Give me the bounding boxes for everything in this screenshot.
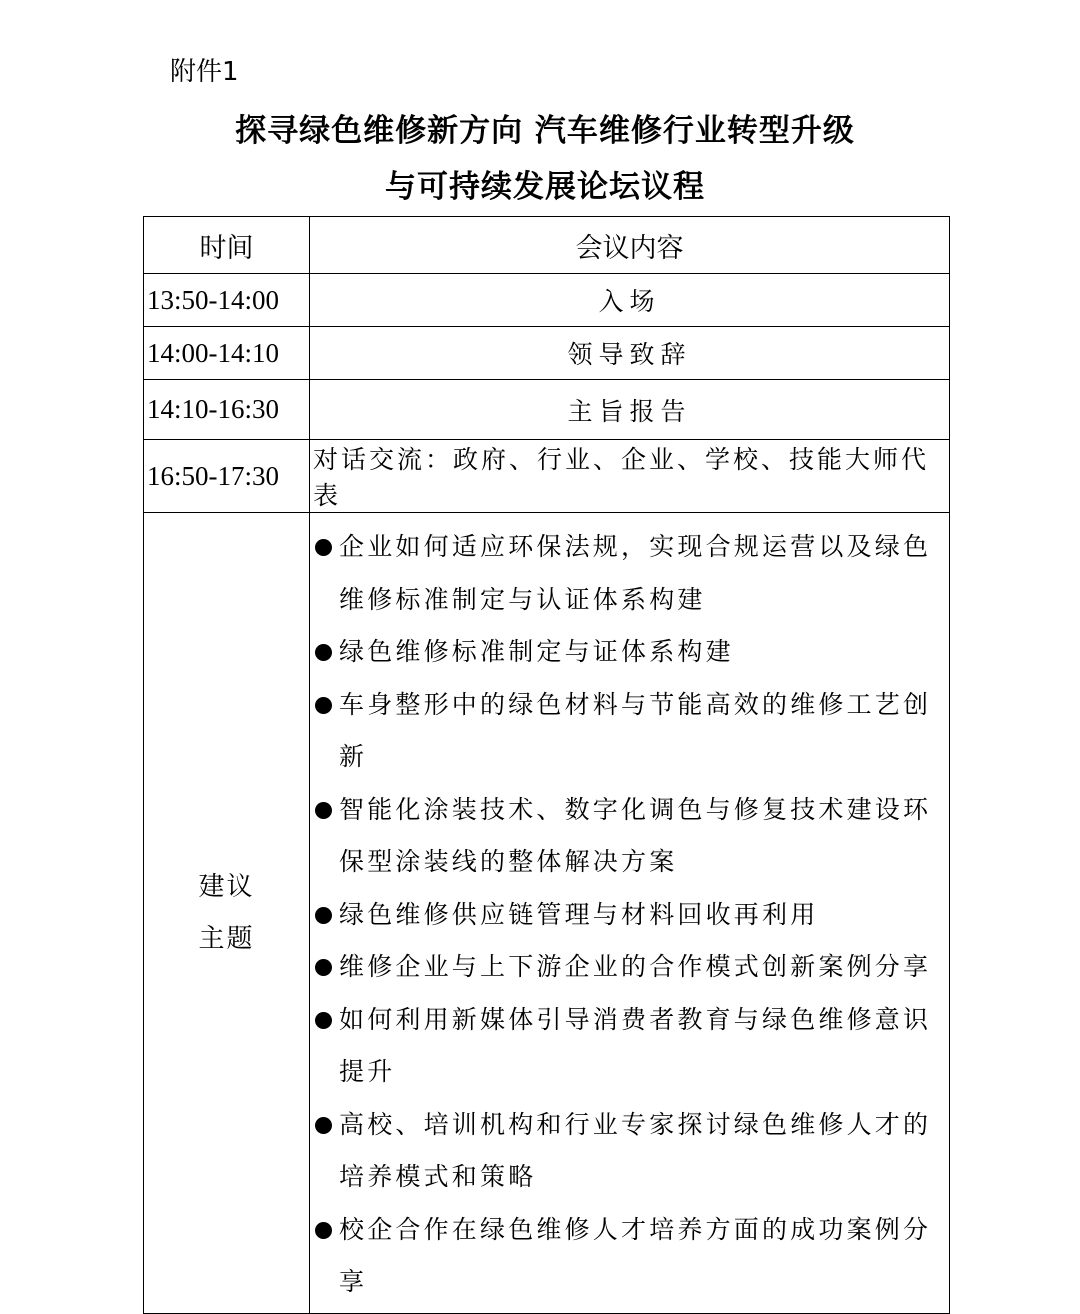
topic-text: 绿色维修标准制定与证体系构建 [339, 637, 734, 666]
list-item [313, 1204, 943, 1309]
table-row [144, 380, 950, 440]
list-item [313, 784, 943, 889]
bullet-icon [315, 907, 332, 924]
topic-text: 如何利用新媒体引导消费者教育与绿色维修意识提升 [339, 1004, 932, 1086]
row-content: 领导致辞 [310, 327, 950, 380]
table-row [144, 274, 950, 327]
agenda-table [143, 216, 950, 1314]
bullet-icon [315, 539, 332, 556]
topic-text: 企业如何适应环保法规，实现合规运营以及绿色维修标准制定与认证体系构建 [339, 532, 932, 614]
bullet-icon [315, 697, 332, 714]
topic-text: 绿色维修供应链管理与材料回收再利用 [339, 899, 819, 929]
topics-row [144, 513, 950, 1314]
topic-text: 维修企业与上下游企业的合作模式创新案例分享 [339, 952, 932, 981]
bullet-icon [315, 1222, 332, 1239]
table-row [144, 440, 950, 513]
row-time: 14:00-14:10 [144, 327, 310, 380]
topics-list [310, 513, 949, 1313]
header-content: 会议内容 [310, 217, 950, 274]
topics-label-line-2: 主题 [198, 923, 255, 954]
row-content: 主旨报告 [310, 380, 950, 440]
row-time: 13:50-14:00 [144, 274, 310, 327]
topic-text: 校企合作在绿色维修人才培养方面的成功案例分享 [339, 1214, 932, 1296]
list-item [313, 626, 943, 679]
table-header-row [144, 217, 950, 274]
attachment-label: 附件1 [170, 57, 239, 87]
list-item [313, 941, 943, 994]
list-item [313, 1099, 943, 1204]
document-title-line-2: 与可持续发展论坛议程 [385, 169, 705, 205]
document-title-line-1: 探寻绿色维修新方向 汽车维修行业转型升级 [235, 113, 855, 149]
list-item [313, 521, 943, 626]
header-time: 时间 [144, 217, 310, 274]
list-item [313, 679, 943, 784]
table-row [144, 327, 950, 380]
bullet-icon [315, 1012, 332, 1029]
row-content: 对话交流：政府、行业、企业、学校、技能大师代表 [310, 440, 950, 513]
row-time: 16:50-17:30 [144, 440, 310, 513]
topics-label-line-1: 建议 [198, 871, 255, 902]
topics-label [144, 513, 310, 1314]
bullet-icon [315, 1117, 332, 1134]
topic-text: 车身整形中的绿色材料与节能高效的维修工艺创新 [339, 689, 932, 771]
list-item [313, 994, 943, 1099]
topic-text: 高校、培训机构和行业专家探讨绿色维修人才的培养模式和策略 [339, 1109, 932, 1191]
list-item [313, 889, 943, 942]
topic-text: 智能化涂装技术、数字化调色与修复技术建设环保型涂装线的整体解决方案 [339, 794, 932, 876]
row-content: 入场 [310, 274, 950, 327]
row-time: 14:10-16:30 [144, 380, 310, 440]
topics-cell [310, 513, 950, 1314]
bullet-icon [315, 959, 332, 976]
bullet-icon [315, 802, 332, 819]
bullet-icon [315, 644, 332, 661]
